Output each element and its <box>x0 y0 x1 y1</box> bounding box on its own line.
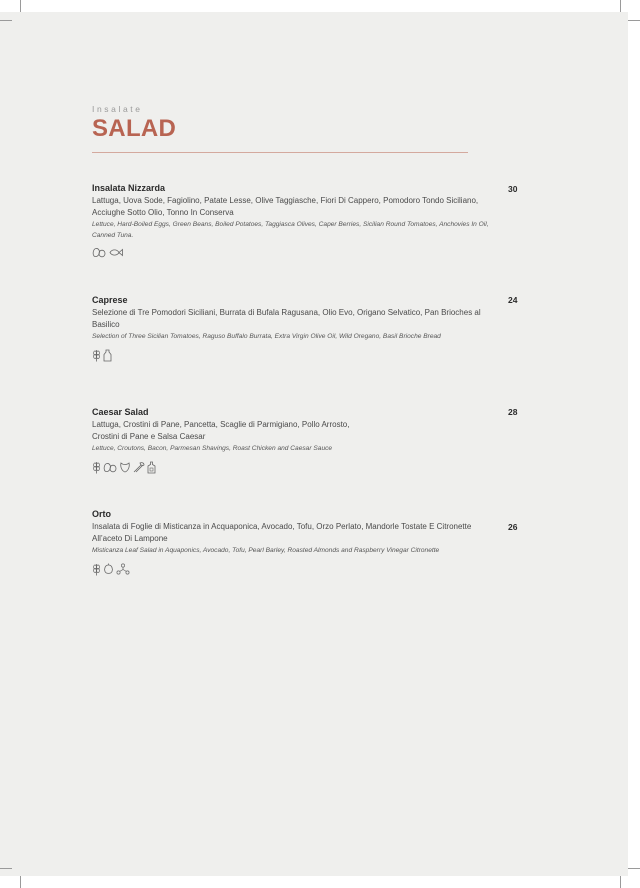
crop-mark <box>20 0 21 12</box>
menu-item-orto <box>92 508 492 576</box>
menu-item-caprese <box>92 294 492 362</box>
item-price: 26 <box>508 522 518 532</box>
item-description-english: Misticanza Leaf Salad in Aquaponics, Avocado, Tofu, Pearl Barley, Roasted Almonds and Raspberry Vinegar Citronette <box>92 547 440 554</box>
wheat-icon <box>92 563 101 576</box>
menu-item-insalata-nizzarda <box>92 182 492 258</box>
item-name: Caesar Salad <box>92 407 149 417</box>
menu-item-caesar-salad <box>92 406 492 474</box>
nut-icon <box>103 563 114 575</box>
allergen-icons <box>92 349 492 362</box>
item-price: 28 <box>508 407 518 417</box>
egg-icon <box>103 462 117 473</box>
wheat-icon <box>92 349 101 362</box>
item-price: 24 <box>508 295 518 305</box>
item-name: Orto <box>92 509 111 519</box>
menu-page <box>0 12 628 876</box>
item-description-italian: Insalata di Foglie di Misticanza in Acquaponica, Avocado, Tofu, Orzo Perlato, Mandorle Tostate E Citronette All’aceto Di Lampone <box>92 522 472 543</box>
wheat-icon <box>92 461 101 474</box>
crop-mark <box>628 868 640 869</box>
item-price: 30 <box>508 184 518 194</box>
crop-mark <box>620 876 621 888</box>
crop-mark <box>20 876 21 888</box>
milk-icon <box>103 349 112 362</box>
allergen-icons <box>92 563 492 576</box>
item-description-italian: Lattuga, Uova Sode, Fagiolino, Patate Lesse, Olive Taggiasche, Fiori Di Cappero, Pomodoro Tondo Siciliano, Acciughe Sotto Olio, Tonno In Conserva <box>92 196 479 217</box>
item-name: Insalata Nizzarda <box>92 183 166 193</box>
section-subtitle: Insalate <box>92 104 143 114</box>
allergen-icons <box>92 247 492 258</box>
item-description-english: Selection of Three Sicilian Tomatoes, Raguso Buffalo Burrata, Extra Virgin Olive Oil, Wild Oregano, Basil Brioche Bread <box>92 333 441 340</box>
item-description-english: Lettuce, Croutons, Bacon, Parmesan Shavings, Roast Chicken and Caesar Sauce <box>92 445 333 452</box>
soy-icon <box>116 563 130 575</box>
allergen-icons <box>92 461 492 474</box>
item-name: Caprese <box>92 295 128 305</box>
section-title: SALAD <box>92 115 177 142</box>
crop-mark <box>0 20 12 21</box>
celery-icon <box>133 461 145 473</box>
fish-icon <box>108 248 124 257</box>
item-description-italian: Selezione di Tre Pomodori Siciliani, Burrata di Bufala Ragusana, Olio Evo, Origano Selvatico, Pan Brioches al Basilico <box>92 308 481 329</box>
item-description-english: Lettuce, Hard-Boiled Eggs, Green Beans, Boiled Potatoes, Taggiasca Olives, Caper Berries, Sicilian Round Tomatoes, Anchovies In Oil, Canned Tuna. <box>92 221 489 239</box>
egg-icon <box>92 247 106 258</box>
crop-mark <box>628 20 640 21</box>
shellfish-icon <box>119 461 131 473</box>
crop-mark <box>0 868 12 869</box>
crop-mark <box>620 0 621 12</box>
item-description-italian: Lattuga, Crostini di Pane, Pancetta, Scaglie di Parmigiano, Pollo Arrosto, Crostini di Pane e Salsa Caesar <box>92 420 350 441</box>
mustard-icon <box>147 461 156 474</box>
title-divider <box>92 152 468 153</box>
